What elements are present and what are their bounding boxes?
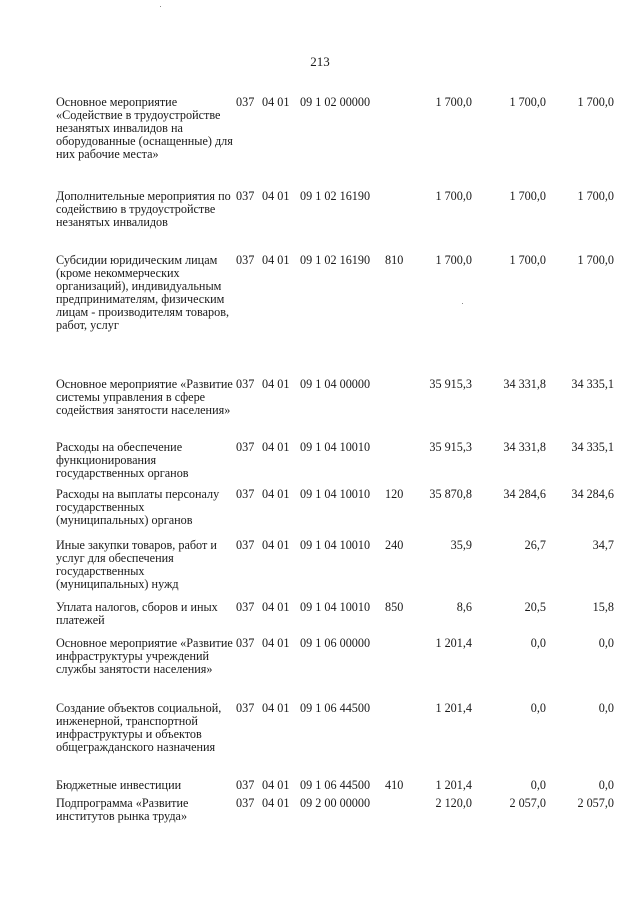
- row-amount-2: 0,0: [530, 701, 546, 715]
- scan-speck: [160, 6, 161, 7]
- row-admin-code: 037: [236, 796, 255, 810]
- row-target-code: 09 1 06 44500: [300, 778, 371, 792]
- row-expense-type: 810: [385, 253, 404, 267]
- row-amount-1: 2 120,0: [435, 796, 472, 810]
- row-section-code: 04 01: [262, 253, 290, 267]
- row-admin-code: 037: [236, 538, 255, 552]
- row-amount-2: 0,0: [530, 636, 546, 650]
- row-amount-1: 1 700,0: [435, 95, 472, 109]
- row-amount-3: 34,7: [592, 538, 614, 552]
- row-amount-3: 0,0: [598, 636, 614, 650]
- row-amount-3: 1 700,0: [577, 95, 614, 109]
- row-amount-3: 15,8: [592, 600, 614, 614]
- row-target-code: 09 1 02 00000: [300, 95, 371, 109]
- row-name: Уплата налогов, сборов и иных платежей: [56, 600, 218, 627]
- row-amount-2: 1 700,0: [509, 253, 546, 267]
- row-section-code: 04 01: [262, 701, 290, 715]
- row-amount-2: 1 700,0: [509, 95, 546, 109]
- row-name: Иные закупки товаров, работ и услуг для обеспечения государственных (муниципальных) нужд: [56, 538, 217, 591]
- row-amount-1: 1 700,0: [435, 189, 472, 203]
- row-admin-code: 037: [236, 636, 255, 650]
- row-amount-2: 0,0: [530, 778, 546, 792]
- row-expense-type: 410: [385, 778, 404, 792]
- row-amount-3: 1 700,0: [577, 253, 614, 267]
- row-expense-type: 120: [385, 487, 404, 501]
- row-admin-code: 037: [236, 778, 255, 792]
- row-amount-1: 35 915,3: [429, 377, 472, 391]
- row-amount-2: 34 331,8: [503, 440, 546, 454]
- row-target-code: 09 1 04 00000: [300, 377, 371, 391]
- row-target-code: 09 1 04 10010: [300, 440, 371, 454]
- row-amount-1: 35,9: [450, 538, 472, 552]
- row-target-code: 09 2 00 00000: [300, 796, 371, 810]
- row-target-code: 09 1 06 44500: [300, 701, 371, 715]
- row-amount-3: 0,0: [598, 778, 614, 792]
- row-name: Дополнительные мероприятия по содействию в трудоустройстве незанятых инвалидов: [56, 189, 231, 229]
- row-target-code: 09 1 04 10010: [300, 487, 371, 501]
- row-section-code: 04 01: [262, 487, 290, 501]
- row-admin-code: 037: [236, 600, 255, 614]
- row-section-code: 04 01: [262, 95, 290, 109]
- row-name: Расходы на обеспечение функционирования государственных органов: [56, 440, 189, 480]
- row-target-code: 09 1 02 16190: [300, 189, 371, 203]
- row-target-code: 09 1 02 16190: [300, 253, 371, 267]
- row-amount-2: 20,5: [524, 600, 546, 614]
- row-amount-1: 8,6: [456, 600, 472, 614]
- page-number: 213: [310, 54, 330, 69]
- row-section-code: 04 01: [262, 538, 290, 552]
- row-target-code: 09 1 06 00000: [300, 636, 371, 650]
- row-amount-2: 2 057,0: [509, 796, 546, 810]
- row-amount-3: 1 700,0: [577, 189, 614, 203]
- row-amount-3: 34 335,1: [571, 377, 614, 391]
- row-name: Бюджетные инвестиции: [56, 778, 182, 792]
- row-section-code: 04 01: [262, 377, 290, 391]
- row-name: Основное мероприятие «Развитие системы управления в сфере содействия занятости населения»: [56, 377, 233, 417]
- row-admin-code: 037: [236, 95, 255, 109]
- row-target-code: 09 1 04 10010: [300, 538, 371, 552]
- row-amount-1: 35 870,8: [429, 487, 472, 501]
- row-amount-3: 34 284,6: [571, 487, 614, 501]
- row-admin-code: 037: [236, 440, 255, 454]
- row-amount-3: 0,0: [598, 701, 614, 715]
- row-amount-2: 34 284,6: [503, 487, 546, 501]
- row-section-code: 04 01: [262, 796, 290, 810]
- row-admin-code: 037: [236, 377, 255, 391]
- row-amount-1: 1 201,4: [435, 778, 472, 792]
- scan-speck: [462, 303, 463, 304]
- row-amount-1: 35 915,3: [429, 440, 472, 454]
- row-amount-2: 1 700,0: [509, 189, 546, 203]
- row-name: Создание объектов социальной, инженерной, транспортной инфраструктуры и объектов общегражданского назначения: [56, 701, 222, 754]
- row-expense-type: 850: [385, 600, 404, 614]
- row-section-code: 04 01: [262, 600, 290, 614]
- row-admin-code: 037: [236, 701, 255, 715]
- row-amount-3: 2 057,0: [577, 796, 614, 810]
- row-name: Основное мероприятие «Содействие в трудоустройстве незанятых инвалидов на оборудованные (оснащенные) для них рабочие места»: [56, 95, 233, 161]
- row-amount-1: 1 700,0: [435, 253, 472, 267]
- row-amount-1: 1 201,4: [435, 701, 472, 715]
- row-target-code: 09 1 04 10010: [300, 600, 371, 614]
- row-admin-code: 037: [236, 487, 255, 501]
- row-admin-code: 037: [236, 189, 255, 203]
- row-section-code: 04 01: [262, 778, 290, 792]
- row-name: Основное мероприятие «Развитие инфраструктуры учреждений службы занятости населения»: [56, 636, 233, 676]
- row-name: Подпрограмма «Развитие институтов рынка труда»: [56, 796, 189, 823]
- row-section-code: 04 01: [262, 189, 290, 203]
- row-amount-3: 34 335,1: [571, 440, 614, 454]
- row-amount-2: 34 331,8: [503, 377, 546, 391]
- row-admin-code: 037: [236, 253, 255, 267]
- row-name: Расходы на выплаты персоналу государственных (муниципальных) органов: [56, 487, 220, 527]
- row-amount-1: 1 201,4: [435, 636, 472, 650]
- row-section-code: 04 01: [262, 636, 290, 650]
- row-section-code: 04 01: [262, 440, 290, 454]
- row-amount-2: 26,7: [524, 538, 546, 552]
- row-expense-type: 240: [385, 538, 404, 552]
- row-name: Субсидии юридическим лицам (кроме некоммерческих организаций), индивидуальным предпринимателям, физическим лицам - производителям товаров, работ, услуг: [56, 253, 230, 332]
